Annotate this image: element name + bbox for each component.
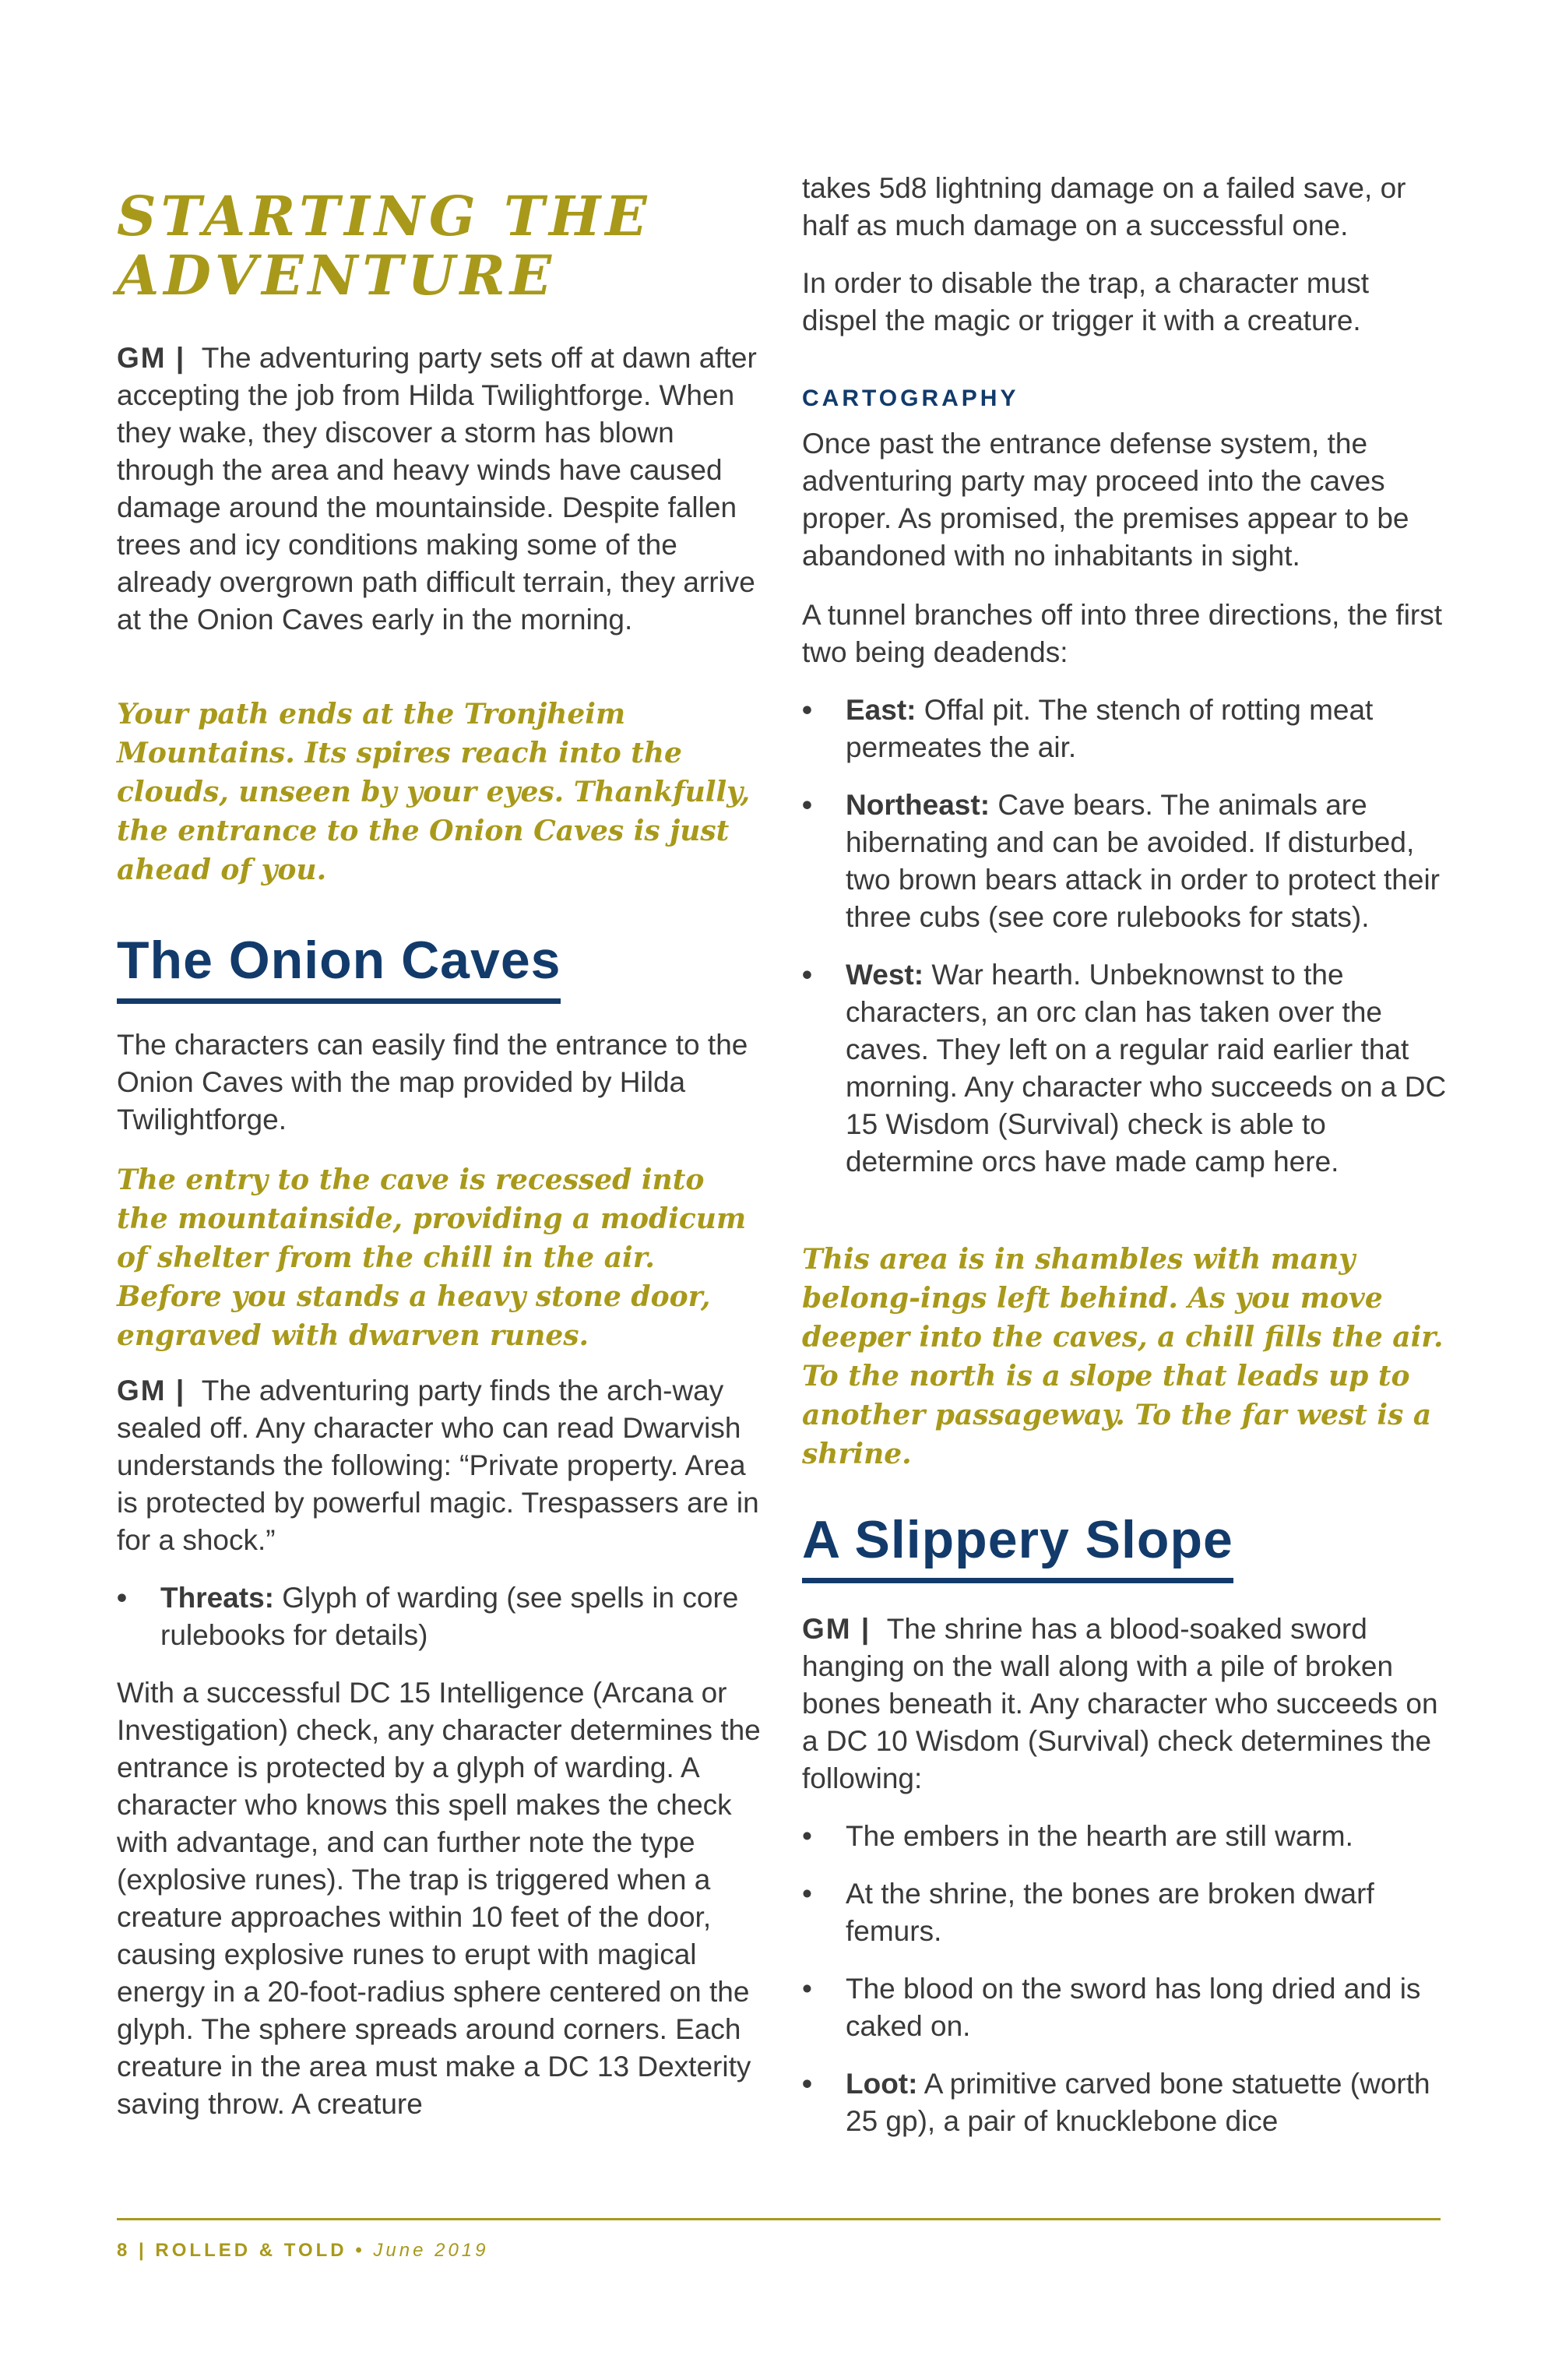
read-aloud-text-2: The entry to the cave is recessed into the mountainside, providing a modicum of shelter from the chill in the air. Before you stands a heavy stone door, engraved with dwarven runes. <box>117 1164 747 1352</box>
direction-text: Cave bears. The animals are hibernating and can be avoided. If disturbed, two brown bears attack in order to protect their three cubs (see core rulebooks for stats). <box>846 789 1440 933</box>
intro-block <box>117 340 763 639</box>
glyph-paragraph: With a successful DC 15 Intelligence (Arcana or Investigation) check, any character determines the entrance is protected by a glyph of warding. A character who knows this spell makes the check with advantage, and can further note the type (explosive runes). The trap is triggered when a creature approaches within 10 feet of the door, causing explosive runes to erupt with magical energy in a 20-foot-radius sphere centered on the glyph. The sphere spreads around corners. Each creature in the area must make a DC 13 Dexterity saving throw. A creature <box>117 1677 761 2120</box>
directions-list <box>802 692 1448 1181</box>
section-title-slippery-slope: A Slippery Slope <box>802 1506 1233 1583</box>
direction-label: East: <box>846 694 916 726</box>
issue-date: June 2019 <box>373 2240 489 2261</box>
gm-text-2: The adventuring party finds the arch-way sealed off. Any character who can read Dwarvish understands the following: “Private property. Area is protected by powerful magic. Trespassers are in for a shock.” <box>117 1375 759 1556</box>
footer-rule <box>117 2218 1441 2220</box>
direction-text: War hearth. Unbeknownst to the characters, an orc clan has taken over the caves. They left on a regular raid earlier that morning. Any character who succeeds on a DC 15 Wisdom (Survival) check is able to determine orcs have made camp here. <box>846 959 1447 1178</box>
gm-label-2: GM | <box>117 1375 186 1407</box>
direction-label: Northeast: <box>846 789 990 821</box>
intro-text: The adventuring party sets off at dawn after accepting the job from Hilda Twilightforge. When they wake, they discover a storm has blown through the area and heavy winds have caused damage around the mountainside. Despite fallen trees and icy conditions making some of the already overgrown path difficult terrain, they arrive at the Onion Caves early in the morning. <box>117 342 757 635</box>
gm-paragraph-3 <box>802 1611 1448 1797</box>
continued-block <box>802 170 1448 245</box>
list-item <box>802 692 1448 766</box>
footer-separator: | <box>139 2240 147 2261</box>
list-item: • The embers in the hearth are still warm. <box>802 1818 1448 1855</box>
caves-paragraph: The characters can easily find the entrance to the Onion Caves with the map provided by Hilda Twilightforge. <box>117 1029 748 1135</box>
tunnel-block <box>802 597 1448 671</box>
list-item: • At the shrine, the bones are broken dwarf femurs. <box>802 1875 1448 1950</box>
gm-label: GM | <box>117 342 186 374</box>
list-item <box>117 1579 763 1654</box>
publication-name: ROLLED & TOLD <box>155 2240 347 2261</box>
page-title: STARTING THE ADVENTURE <box>117 184 652 308</box>
gm-text-3: The shrine has a blood-soaked sword hanging on the wall along with a pile of broken bones beneath it. Any character who succeeds on a DC 10 Wisdom (Survival) check determines the following: <box>802 1613 1438 1794</box>
disable-block <box>802 265 1448 340</box>
tunnel-paragraph: A tunnel branches off into three directions, the first two being deadends: <box>802 599 1443 668</box>
findings-list <box>802 1818 1448 2140</box>
gm-label-3: GM | <box>802 1613 871 1645</box>
glyph-block <box>117 1674 763 2123</box>
threats-list <box>117 1579 763 1654</box>
loot-label: Loot: <box>846 2068 918 2100</box>
loot-text: A primitive carved bone statuette (worth 25 gp), a pair of knucklebone dice <box>846 2068 1430 2137</box>
read-aloud-2 <box>117 1160 763 1355</box>
disable-paragraph: In order to disable the trap, a character must dispel the magic or trigger it with a creature. <box>802 267 1370 336</box>
read-aloud-3 <box>802 1240 1448 1473</box>
threats-text: Glyph of warding (see spells in core rulebooks for details) <box>160 1582 739 1651</box>
list-item: • The blood on the sword has long dried and is caked on. <box>802 1970 1448 2045</box>
page-number: 8 <box>117 2240 131 2261</box>
read-aloud-text-1: Your path ends at the Tronjheim Mountains. Its spires reach into the clouds, unseen by your eyes. Thankfully, the entrance to the Onion Caves is just ahead of you. <box>117 698 751 886</box>
threats-label: Threats: <box>160 1582 274 1614</box>
read-aloud-1 <box>117 695 763 889</box>
page-footer <box>117 2240 489 2262</box>
gm-block-2 <box>117 1372 763 1559</box>
direction-label: West: <box>846 959 924 991</box>
cartography-heading: CARTOGRAPHY <box>802 386 1019 411</box>
gm-block-3 <box>802 1611 1448 1797</box>
list-item <box>802 2065 1448 2140</box>
list-item <box>802 787 1448 936</box>
cartography-block <box>802 425 1448 575</box>
section-title-onion-caves: The Onion Caves <box>117 927 561 1004</box>
continued-paragraph: takes 5d8 lightning damage on a failed save, or half as much damage on a successful one. <box>802 172 1406 241</box>
gm-paragraph-2 <box>117 1372 763 1559</box>
cartography-paragraph: Once past the entrance defense system, the adventuring party may proceed into the caves proper. As promised, the premises appear to be abandoned with no inhabitants in sight. <box>802 428 1409 572</box>
list-item <box>802 956 1448 1181</box>
direction-text: Offal pit. The stench of rotting meat permeates the air. <box>846 694 1374 763</box>
read-aloud-text-3: This area is in shambles with many belong-ings left behind. As you move deeper into the caves, a chill fills the air. To the north is a slope that leads up to another passageway. To the far west is a shrine. <box>802 1243 1444 1470</box>
caves-block <box>117 1026 763 1139</box>
footer-bullet: • <box>355 2240 365 2261</box>
intro-paragraph <box>117 340 763 639</box>
